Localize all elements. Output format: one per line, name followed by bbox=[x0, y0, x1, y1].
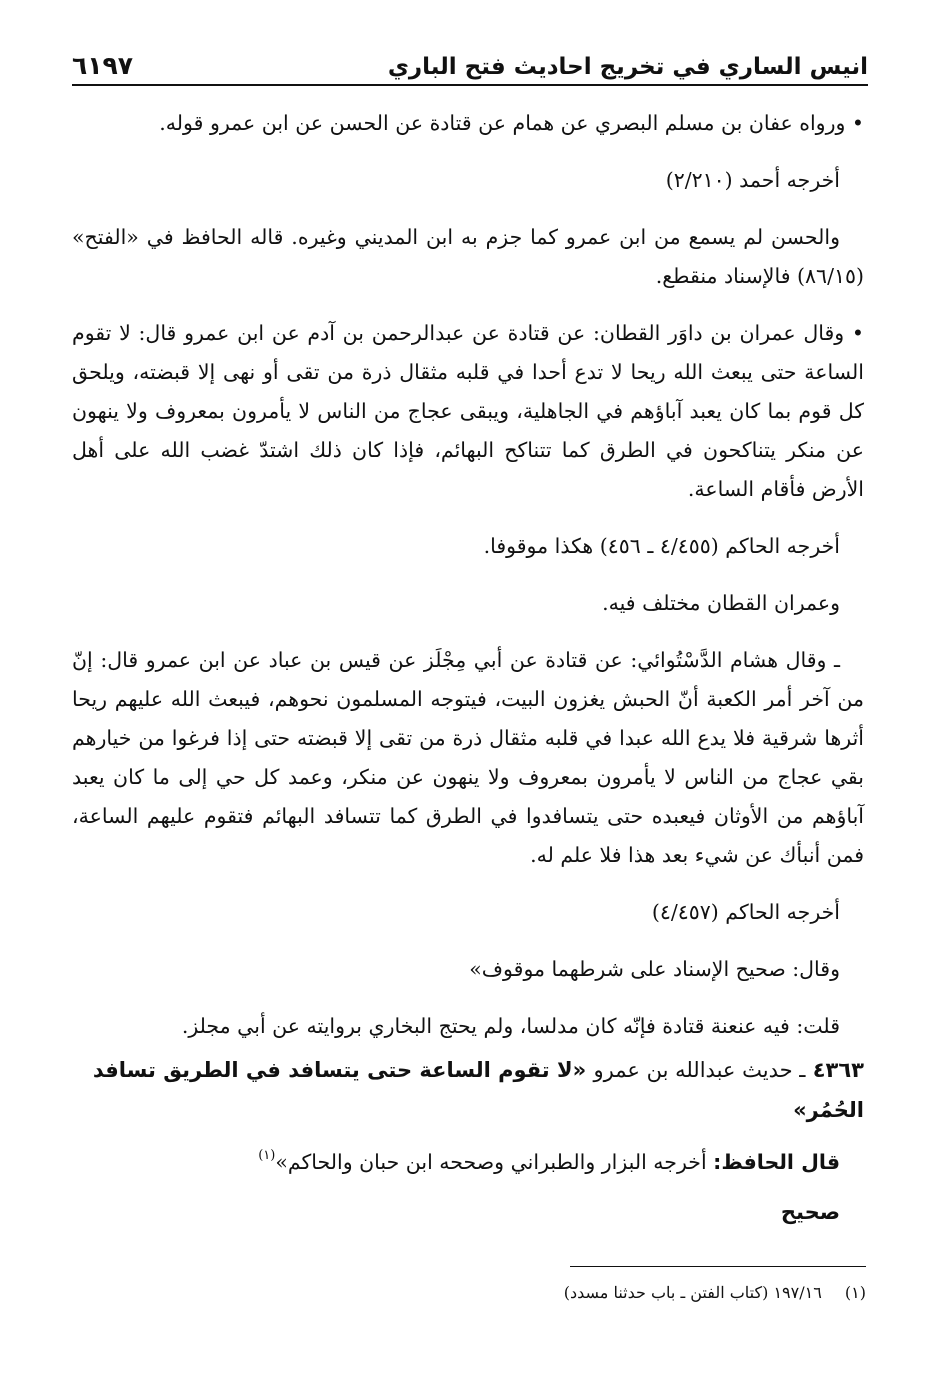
hadith-number: ٤٣٦٣ bbox=[812, 1058, 864, 1082]
footnote-mark: (١) bbox=[844, 1283, 866, 1302]
paragraph-imran-narration: • وقال عمران بن داوَر القطان: عن قتادة عن عبدالرحمن بن آدم عن ابن عمرو قال: لا تقوم الساعة حتى يبعث الله ريحا لا تدع أحدا في قلبه مثقال ذرة من تقى أو نهى إلا قبضته، ويلحق كل قوم بما كان يعبد آباؤهم في الجاهلية، ويبقى عجاج من الناس لا يأمرون بمعروف ولا ينهون عن منكر يتناكحون في الطرق كما تتناكح البهائم، فإذا كان ذلك اشتدّ غضب الله على أهل الأرض فأقام الساعة. bbox=[72, 321, 864, 501]
paragraph-imran-note: وعمران القطان مختلف فيه. bbox=[602, 591, 840, 615]
footnote-text: ١٩٧/١٦ (كتاب الفتن ـ باب حدثنا مسدد) bbox=[563, 1283, 822, 1302]
hadith-heading bbox=[72, 1050, 864, 1130]
book-title: انيس الساري في تخريج احاديث فتح الباري bbox=[387, 54, 868, 80]
footnote bbox=[72, 1280, 866, 1306]
hafiz-label: قال الحافظ: bbox=[713, 1150, 840, 1174]
paragraph-hisham-narration: ـ وقال هشام الدَّسْتُوائي: عن قتادة عن أبي مِجْلَز عن قيس بن عباد عن ابن عمرو قال: إنّ من آخر أمر الكعبة أنّ الحبش يغزون البيت، فيتوجه المسلمون نحوهم، فيبعث الله عليهم ريحا أثرها شرقية فلا يدع الله عبدا في قلبه مثقال ذرة من تقى إلا قبضته حتى إذا فرغوا من خيارهم بقي عجاج من الناس لا يأمرون بمعروف ولا ينهون عن منكر، وعمد كل حي إلى ما كان يعبد آباؤهم من الأوثان فيعبده حتى يتسافدوا في الطرق كما تتسافد البهائم فتقوم عليهم الساعة، فمن أنبأك عن شيء بعد هذا فلا علم له. bbox=[72, 648, 864, 867]
hadith-title-text: «لا تقوم الساعة حتى يتسافد في الطريق تسافد الحُمُر» bbox=[92, 1058, 864, 1122]
page-number: ٦١٩٧ bbox=[72, 51, 134, 80]
hafiz-text: أخرجه البزار والطبراني وصححه ابن حبان والحاكم» bbox=[275, 1150, 707, 1174]
hadith-title-prefix: ـ حديث عبدالله بن عمرو bbox=[593, 1058, 806, 1082]
paragraph-hakim-verdict: وقال: صحيح الإسناد على شرطهما موقوف» bbox=[469, 957, 840, 981]
paragraph-author-note: قلت: فيه عنعنة قتادة فإنّه كان مدلسا، ولم يحتج البخاري بروايته عن أبي مجلز. bbox=[181, 1014, 840, 1038]
hafiz-statement bbox=[72, 1136, 840, 1182]
page-header bbox=[72, 38, 868, 86]
paragraph-hakim-source-2: أخرجه الحاكم (٤/٤٥٧) bbox=[651, 900, 840, 924]
footnote-divider bbox=[570, 1266, 866, 1267]
hadith-verdict: صحيح bbox=[780, 1200, 840, 1224]
page-body bbox=[72, 104, 864, 1224]
footnote-reference[interactable]: (١) bbox=[258, 1148, 276, 1163]
paragraph-ahmad-source: أخرجه أحمد (٢/٢١٠) bbox=[665, 168, 840, 192]
paragraph-hasan-note: والحسن لم يسمع من ابن عمرو كما جزم به ابن المديني وغيره. قاله الحافظ في «الفتح» (٨٦/١٥) فالإسناد منقطع. bbox=[72, 225, 864, 288]
paragraph-hakim-source-1: أخرجه الحاكم (٤/٤٥٥ ـ ٤٥٦) هكذا موقوفا. bbox=[483, 534, 840, 558]
paragraph-affan-narration: • ورواه عفان بن مسلم البصري عن همام عن قتادة عن الحسن عن ابن عمرو قوله. bbox=[159, 111, 864, 135]
